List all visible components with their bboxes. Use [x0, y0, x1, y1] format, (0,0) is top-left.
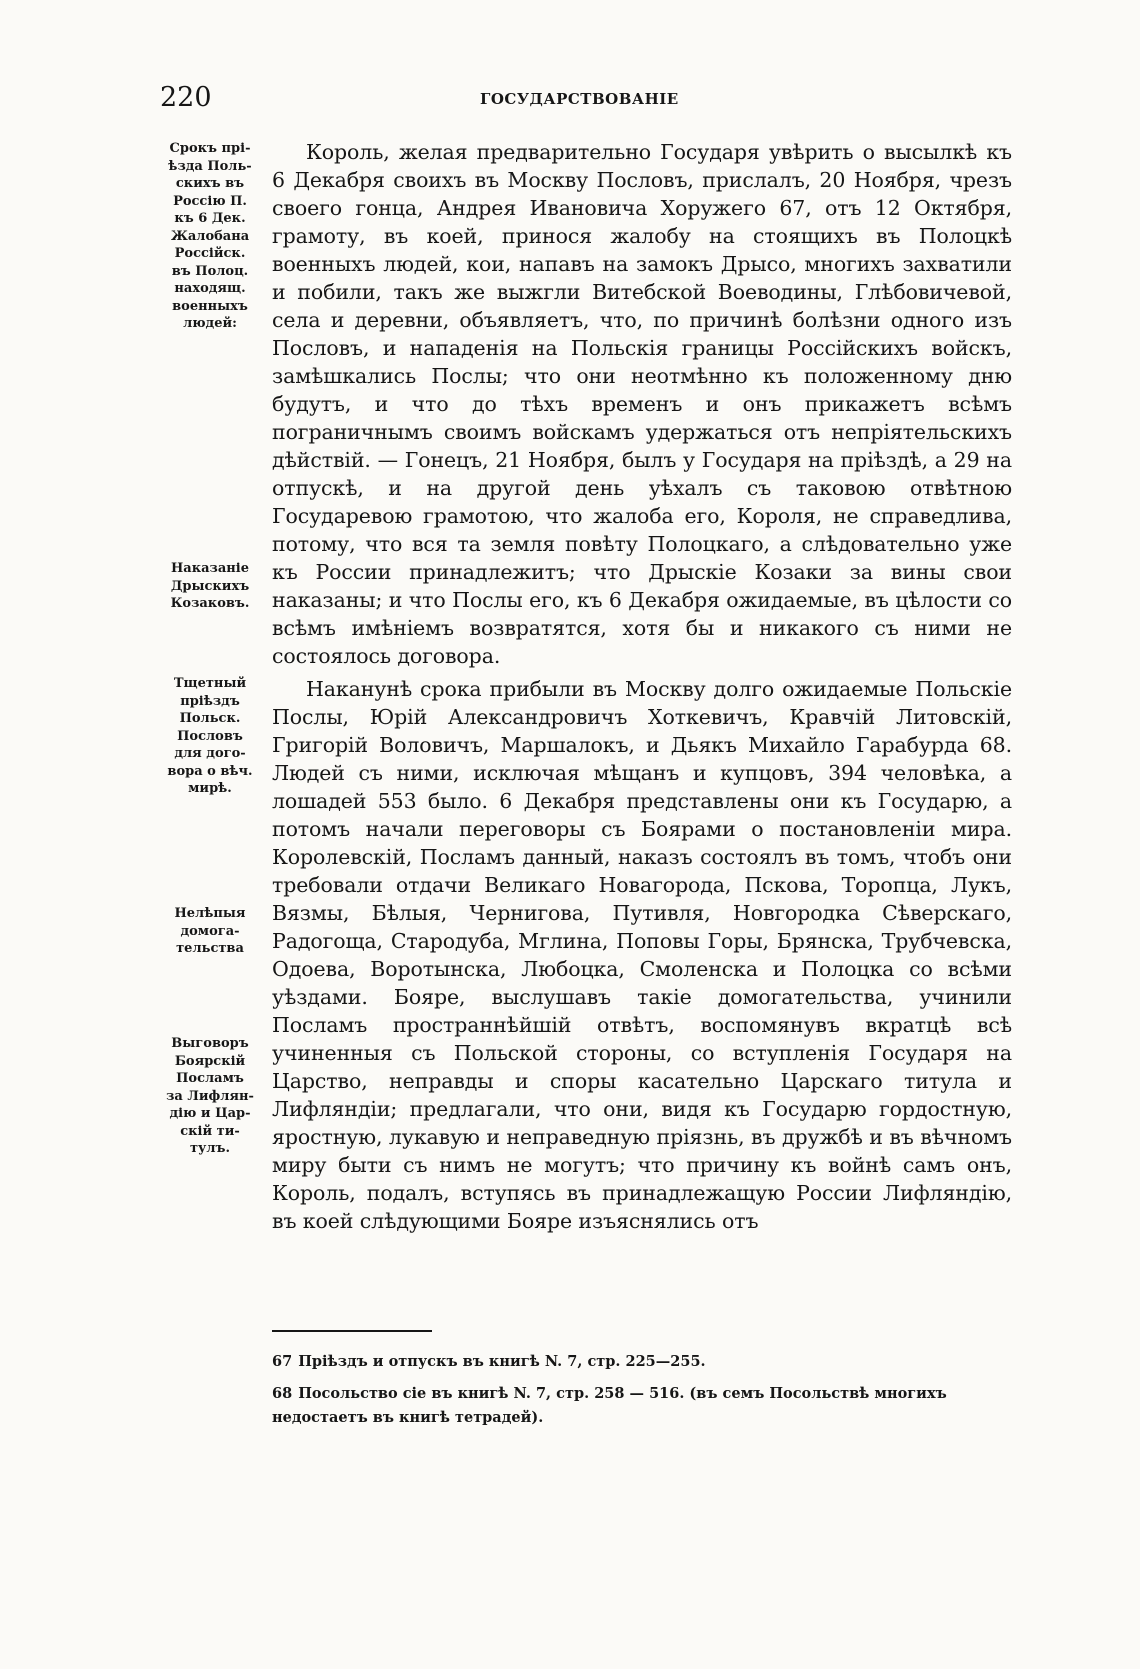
paragraph: Король, желая предварительно Государя увѣрить о высылкѣ къ 6 Декабря своихъ въ Москву Пословъ, прислалъ, 20 Ноября, чрезъ своего гонца, Андрея Ивановича Хоружего 67, отъ 12 Октября, грамоту, въ коей, принося жалобу на стоящихъ въ Полоцкѣ военныхъ людей, кои, напавъ на замокъ Дрысо, многихъ захватили и побили, такъ же выжгли Витебской Воеводины, Глѣбовичевой, села и деревни, объявляетъ, что, по причинѣ болѣзни одного изъ Пословъ, и нападенія на Польскія границы Россійскихъ войскъ, замѣшкались Послы; что они неотмѣнно къ положенному дню будутъ, и что до тѣхъ временъ и онъ прикажетъ всѣмъ пограничнымъ своимъ войскамъ удержаться отъ непріятельскихъ дѣйствій. — Гонецъ, 21 Ноября, былъ у Государя на пріѣздѣ, а 29 на отпускѣ, и на другой день уѣхалъ съ таковою отвѣтною Государевою грамотою, что жалоба его, Короля, не справедлива, потому, что вся та земля повѣту Полоцкаго, а слѣдовательно уже къ России принадлежитъ; что Дрыскіе Козаки за вины свои наказаны; и что Послы его, къ 6 Декабря ожидаемые, въ цѣлости со всѣмъ имѣніемъ возвратятся, хотя бы и никакого съ ними не состоялось договора.: [272, 140, 1012, 668]
footnotes: [272, 1350, 1012, 1438]
footnote-number: 68: [272, 1385, 293, 1402]
margin-note: Тщетный пріѣздъ Польск. Пословъ для дого- вора о вѣч. мирѣ.: [167, 676, 253, 796]
margin-note: Наказаніе Дрыскихъ Козаковъ.: [170, 561, 250, 611]
footnote-text: Посольство сіе въ книгѣ N. 7, стр. 258 — 516. (въ семъ Посольствѣ многихъ недостаетъ въ книгѣ тетрадей).: [272, 1385, 947, 1426]
footnote-text: Пріѣздъ и отпускъ въ книгѣ N. 7, стр. 225—255.: [298, 1353, 706, 1370]
margin-note: Срокъ прі- ѣзда Поль- скихъ въ Россію П. къ 6 Дек. Жалобана Россійск. въ Полоц. находящ. военныхъ людей:: [168, 141, 252, 331]
footnote-rule: [272, 1330, 432, 1332]
paragraph: Наканунѣ срока прибыли въ Москву долго ожидаемые Польскіе Послы, Юрій Александровичъ Хоткевичъ, Кравчій Литовскій, Григорій Воловичъ, Маршалокъ, и Дьякъ Михайло Гарабурда 68. Людей съ ними, исключая мѣщанъ и купцовъ, 394 человѣка, а лошадей 553 было. 6 Декабря представлены они къ Государю, а потомъ начали переговоры съ Боярами о постановленіи мира. Королевскій, Посламъ данный, наказъ состоялъ въ томъ, чтобъ они требовали отдачи Великаго Новагорода, Пскова, Торопца, Лукъ, Вязмы, Бѣлыя, Чернигова, Путивля, Новгородка Сѣверскаго, Радогоща, Стародуба, Мглина, Поповы Горы, Брянска, Трубчевска, Одоева, Воротынска, Любоцка, Смоленска и Полоцка со всѣми уѣздами. Бояре, выслушавъ такіе домогательства, учинили Посламъ пространнѣйшій отвѣтъ, воспомянувъ вкратцѣ всѣ учиненныя съ Польской стороны, со вступленія Государя на Царство, неправды и споры касательно Царскаго титула и Лифляндіи; предлагали, что они, видя къ Государю гордостную, яростную, лукавую и неправедную пріязнь, въ дружбѣ и въ вѣчномъ миру быти съ нимъ не могутъ; что причину къ войнѣ самъ онъ, Король, подалъ, вступясь въ принадлежащую России Лифляндію, въ коей слѣдующими Бояре изъяснялись отъ: [272, 677, 1012, 1233]
footnote-number: 67: [272, 1353, 293, 1370]
page-header: [0, 82, 1140, 122]
main-text: [272, 138, 1012, 670]
footnote: [272, 1382, 1012, 1430]
main-text: [272, 675, 1012, 1235]
margin-note: Выговоръ Боярскій Посламъ за Лифлян- дію и Цар- скій ти- тулъ.: [166, 1036, 254, 1156]
running-title: ГОСУДАРСТВОВАНІЕ: [480, 90, 679, 108]
footnote: [272, 1350, 1012, 1374]
margin-note: Нелѣпыя домога- тельства: [174, 906, 246, 956]
page-number: 220: [160, 82, 212, 113]
